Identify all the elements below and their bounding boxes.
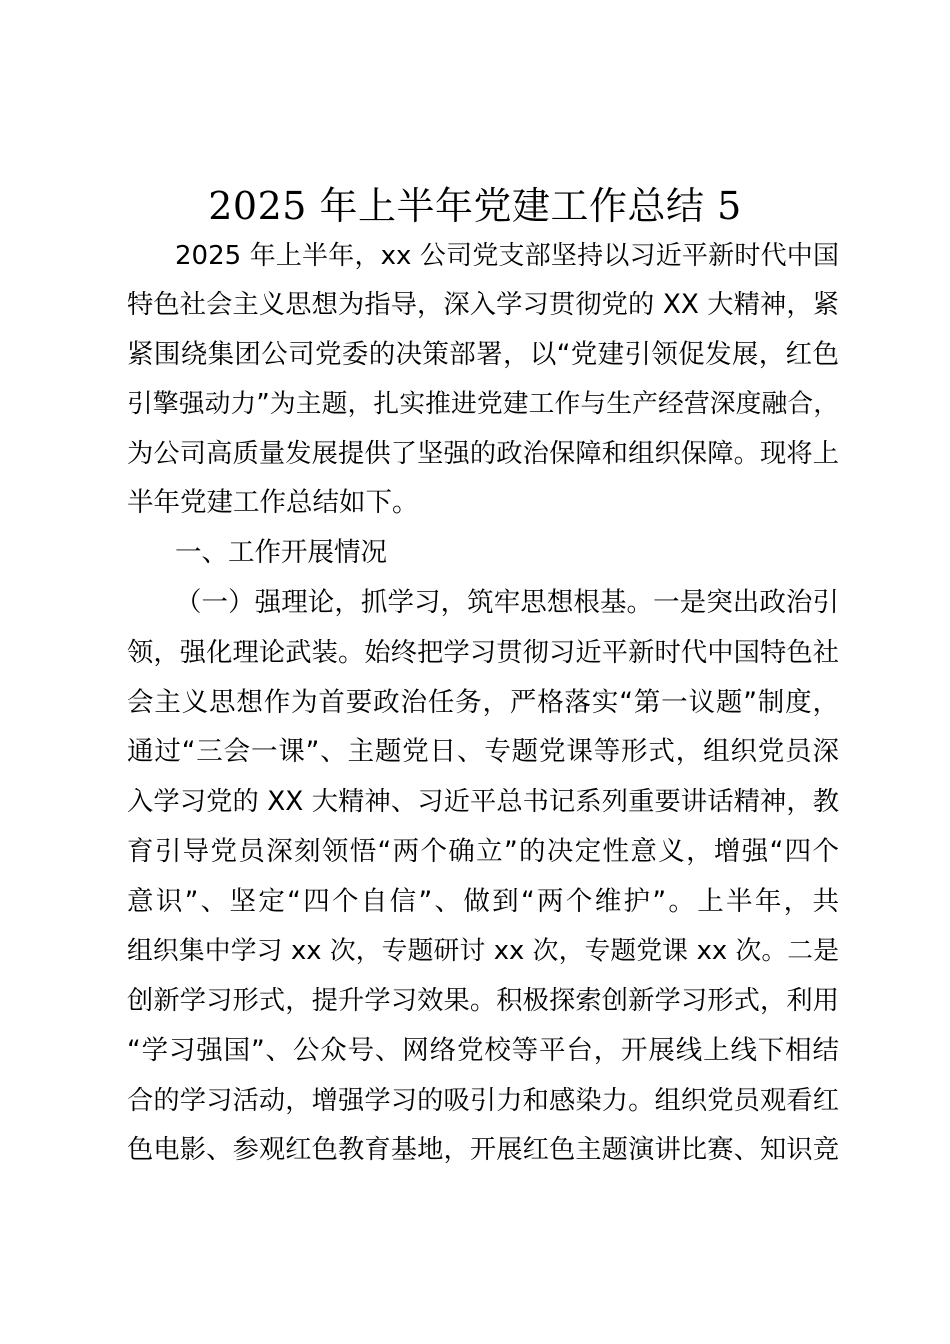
paragraph-line: 组织集中学习 xx 次，专题研讨 xx 次，专题党课 xx 次。二是 [127, 936, 839, 966]
paragraph-line: 为公司高质量发展提供了坚强的政治保障和组织保障。现将上 [127, 439, 839, 469]
paragraph-line: 创新学习形式，提升学习效果。积极探索创新学习形式，利用 [127, 986, 839, 1016]
paragraph-line: 意识”、坚定“四个自信”、做到“两个维护”。上半年，共 [127, 886, 839, 917]
paragraph-line: 特色社会主义思想为指导，深入学习贯彻党的 XX 大精神，紧 [127, 290, 839, 320]
paragraph-line: 会主义思想作为首要政治任务，严格落实“第一议题”制度， [127, 687, 839, 718]
paragraph-line: 入学习党的 XX 大精神、习近平总书记系列重要讲话精神，教 [127, 787, 839, 817]
paragraph-line: 半年党建工作总结如下。 [127, 487, 419, 518]
paragraph-line: “学习强国”、公众号、网络党校等平台，开展线上线下相结 [127, 1035, 839, 1066]
paragraph-line: 通过“三会一课”、主题党日、专题党课等形式，组织党员深 [127, 736, 839, 767]
section-heading: 一、工作开展情况 [175, 537, 387, 568]
paragraph-line: （一）强理论，抓学习，筑牢思想根基。一是突出政治引 [175, 587, 839, 618]
paragraph-line: 合的学习活动，增强学习的吸引力和感染力。组织党员观看红 [127, 1086, 839, 1116]
paragraph-line: 紧围绕集团公司党委的决策部署，以“党建引领促发展，红色 [127, 339, 839, 370]
paragraph-line: 2025 年上半年，xx 公司党支部坚持以习近平新时代中国 [175, 241, 839, 271]
document-title: 2025 年上半年党建工作总结 5 [208, 184, 742, 228]
paragraph-line: 育引导党员深刻领悟“两个确立”的决定性意义，增强“四个 [127, 836, 839, 867]
paragraph-line: 领，强化理论武装。始终把学习贯彻习近平新时代中国特色社 [127, 638, 839, 668]
paragraph-line: 引擎强动力”为主题，扎实推进党建工作与生产经营深度融合， [127, 389, 839, 419]
paragraph-line: 色电影、参观红色教育基地，开展红色主题演讲比赛、知识竞 [127, 1135, 839, 1165]
